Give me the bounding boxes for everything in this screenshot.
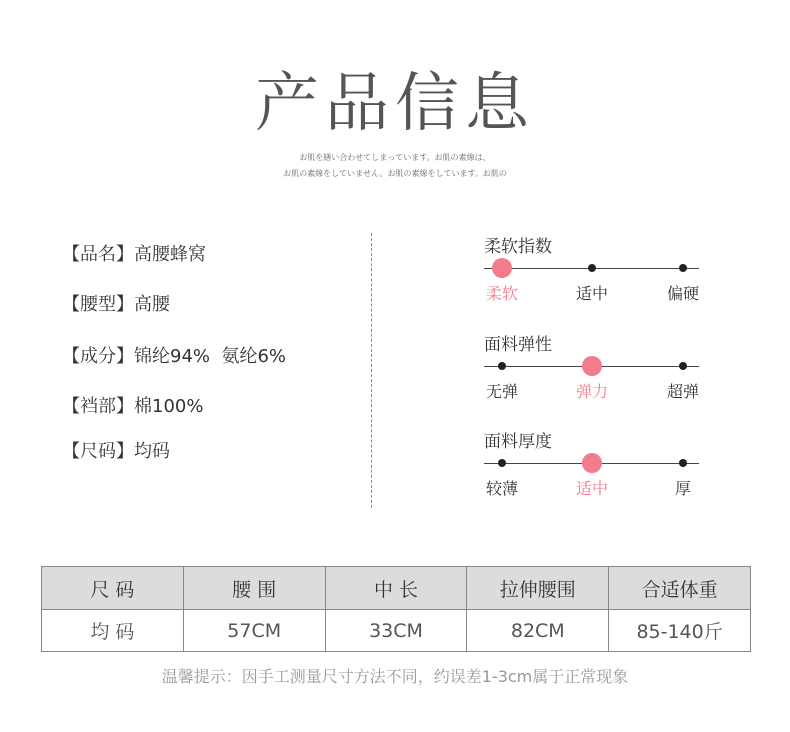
spec-label: 【尺码】 <box>62 441 134 462</box>
gauge-dot <box>679 362 687 370</box>
table-cell: 82CM <box>467 610 609 652</box>
gauge-dot <box>582 356 602 376</box>
spec-value: 棉100% <box>134 396 204 417</box>
gauge-dot <box>588 264 596 272</box>
gauge-option-label: 偏硬 <box>666 284 700 303</box>
spec-value: 锦纶94% 氨纶6% <box>134 346 287 367</box>
gauge-option-label: 适中 <box>575 284 609 303</box>
gauge-option-label: 柔软 <box>485 284 519 303</box>
measurement-tip: 温馨提示：因手工测量尺寸方法不同，约误差1-3cm属于正常现象 <box>161 667 629 686</box>
gauge-dot <box>679 459 687 467</box>
spec-item-size <box>62 437 170 463</box>
table-row <box>42 610 751 652</box>
table-cell: 33CM <box>325 610 467 652</box>
spec-label: 【品名】 <box>62 244 134 265</box>
spec-item-name <box>62 240 206 266</box>
dashed-divider <box>371 233 372 508</box>
table-header-cell: 合适体重 <box>609 567 751 610</box>
gauge-option-label: 超弹 <box>666 382 700 401</box>
gauge-dot <box>498 459 506 467</box>
gauge-title: 柔软指数 <box>484 237 552 257</box>
gauge-title: 面料弹性 <box>484 335 552 355</box>
table-cell: 均 码 <box>42 610 184 652</box>
spec-value: 均码 <box>134 441 170 462</box>
page-title: 产品信息 <box>255 67 535 141</box>
gauge-title: 面料厚度 <box>484 432 552 452</box>
gauge-dot <box>492 258 512 278</box>
gauge-dot <box>679 264 687 272</box>
subtitle-line-1: お肌を繕い合わせてしまっています。お肌の素線は、 <box>299 153 491 162</box>
table-header-cell: 中 长 <box>325 567 467 610</box>
gauge-option-label: 厚 <box>674 479 692 498</box>
spec-value: 高腰蜂窝 <box>134 244 206 265</box>
gauge-option-label: 较薄 <box>485 479 519 498</box>
gauge-dot <box>498 362 506 370</box>
table-header-cell: 腰 围 <box>183 567 325 610</box>
table-header-cell: 尺 码 <box>42 567 184 610</box>
table-cell: 85-140斤 <box>609 610 751 652</box>
gauge-option-label: 弹力 <box>575 382 609 401</box>
gauge-option-label: 适中 <box>575 479 609 498</box>
table-header-row <box>42 567 751 610</box>
spec-item-crotch <box>62 392 203 418</box>
spec-value: 高腰 <box>134 294 170 315</box>
size-table <box>41 566 751 652</box>
table-header-cell: 拉伸腰围 <box>467 567 609 610</box>
spec-label: 【裆部】 <box>62 396 134 417</box>
gauge-option-label: 无弹 <box>485 382 519 401</box>
spec-label: 【腰型】 <box>62 294 134 315</box>
spec-item-waist-type <box>62 290 170 316</box>
spec-item-composition <box>62 342 286 368</box>
subtitle-line-2: お肌の素線をしていません。お肌の素線をしています。お肌の <box>283 169 507 178</box>
gauge-dot <box>582 453 602 473</box>
table-cell: 57CM <box>183 610 325 652</box>
spec-label: 【成分】 <box>62 346 134 367</box>
